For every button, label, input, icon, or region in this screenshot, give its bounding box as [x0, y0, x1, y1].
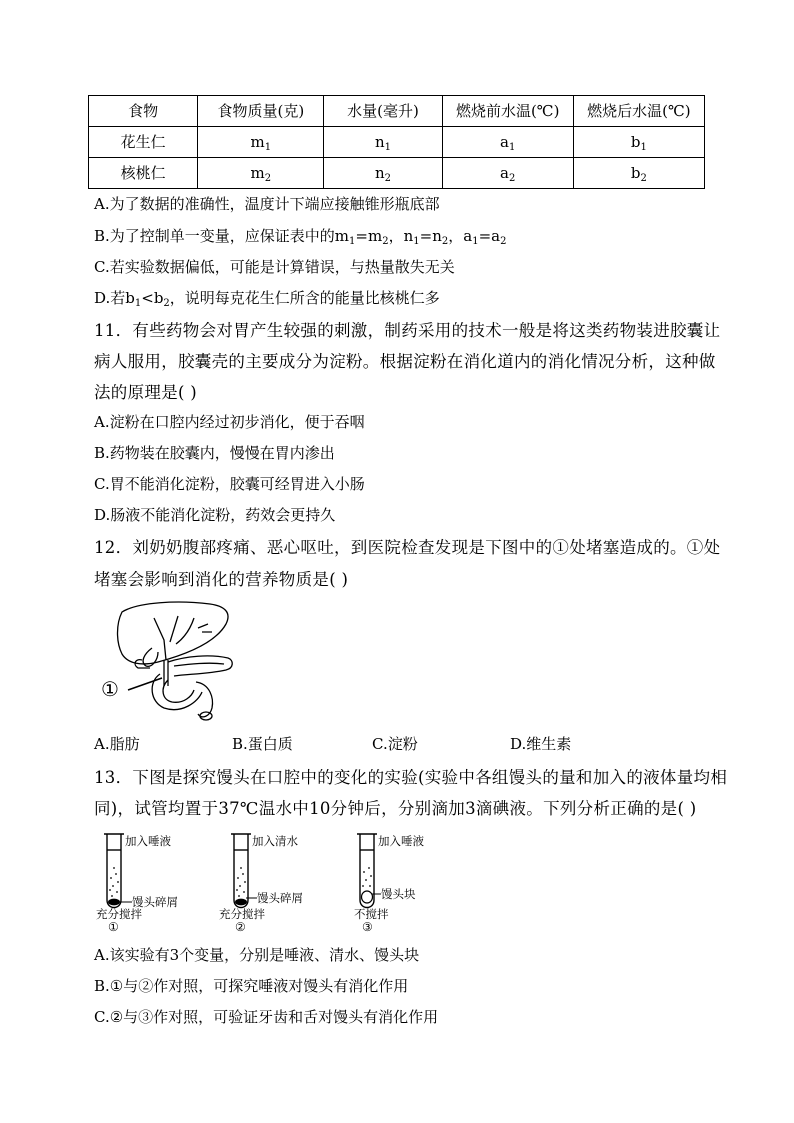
table-cell: $m_1$	[198, 127, 324, 158]
table-header: 食物	[89, 96, 198, 127]
q12-option-b: B.蛋白质	[232, 735, 293, 753]
table-cell: $a_1$	[442, 127, 573, 158]
table-cell: $b_1$	[573, 127, 704, 158]
q12-option-d: D.维生素	[510, 735, 572, 753]
tube-top-label: 加入唾液	[125, 834, 171, 848]
table-cell: $n_2$	[324, 158, 442, 189]
q13-option-c: C.②与③作对照，可验证牙齿和舌对馒头有消化作用	[94, 1008, 439, 1026]
q13-stem-line1: 13．下图是探究馒头在口腔中的变化的实验(实验中各组馒头的量和加入的液体量均相	[94, 768, 728, 787]
q13-option-a: A.该实验有3个变量，分别是唾液、清水、馒头块	[94, 946, 420, 964]
tube-number: ②	[235, 920, 246, 934]
table-row	[89, 158, 705, 189]
q12-option-a: A.脂肪	[94, 735, 140, 753]
tube-side-label: 馒头块	[381, 887, 416, 901]
table-header: 燃烧前水温(℃)	[442, 96, 573, 127]
q12-stem-line2: 堵塞会影响到消化的营养物质是( )	[94, 570, 349, 589]
q11-option-c: C.胃不能消化淀粉，胶囊可经胃进入小肠	[94, 475, 365, 493]
test-tube-2	[219, 834, 303, 934]
test-tube-figure	[94, 828, 434, 934]
table-header: 燃烧后水温(℃)	[573, 96, 704, 127]
table-cell: $m_2$	[198, 158, 324, 189]
tube-bottom-label: 充分搅拌	[96, 907, 142, 921]
table-row	[89, 127, 705, 158]
tube-side-label: 馒头碎屑	[132, 895, 178, 909]
figure-label: ①	[101, 677, 119, 701]
experiment-table	[88, 95, 705, 189]
tube-bottom-label: 不搅拌	[354, 907, 389, 921]
tube-top-label: 加入清水	[252, 834, 298, 848]
q11-stem-line1: 11．有些药物会对胃产生较强的刺激，制药采用的技术一般是将这类药物装进胶囊让	[94, 321, 721, 340]
tube-top-label: 加入唾液	[378, 834, 424, 848]
q13-stem-line2: 同)，试管均置于37℃温水中10分钟后，分别滴加3滴碘液。下列分析正确的是( )	[94, 799, 697, 818]
q10-option-b: B.为了控制单一变量，应保证表中的$m_1=m_2$，$n_1=n_2$，$a_1=a_2$	[94, 227, 507, 247]
table-cell: $b_2$	[573, 158, 704, 189]
table-header-row	[89, 96, 705, 127]
table-header: 食物质量(克)	[198, 96, 324, 127]
q12-option-c: C.淀粉	[372, 735, 418, 753]
test-tube-1	[96, 834, 178, 934]
q13-option-b: B.①与②作对照，可探究唾液对馒头有消化作用	[94, 977, 409, 995]
q11-option-b: B.药物装在胶囊内，慢慢在胃内渗出	[94, 444, 335, 462]
q10-option-d: D.若$b_1<b_2$，说明每克花生仁所含的能量比核桃仁多	[94, 289, 440, 309]
q11-option-d: D.肠液不能消化淀粉，药效会更持久	[94, 506, 336, 524]
tube-bottom-label: 充分搅拌	[219, 907, 265, 921]
table-cell: 花生仁	[89, 127, 198, 158]
tube-side-label: 馒头碎屑	[257, 891, 303, 905]
table-header: 水量(毫升)	[324, 96, 442, 127]
q11-option-a: A.淀粉在口腔内经过初步消化，便于吞咽	[94, 413, 365, 431]
table-cell: 核桃仁	[89, 158, 198, 189]
q11-stem-line2: 病人服用，胶囊壳的主要成分为淀粉。根据淀粉在消化道内的消化情况分析，这种做	[94, 352, 716, 371]
q10-option-a: A.为了数据的准确性，温度计下端应接触锥形瓶底部	[94, 195, 440, 213]
table-cell: $n_1$	[324, 127, 442, 158]
q10-option-c: C.若实验数据偏低，可能是计算错误，与热量散失无关	[94, 258, 455, 276]
q12-stem-line1: 12．刘奶奶腹部疼痛、恶心呕吐，到医院检查发现是下图中的①处堵塞造成的。①处	[94, 538, 721, 557]
q11-stem-line3: 法的原理是( )	[94, 383, 198, 402]
digestive-organ-figure	[98, 598, 238, 724]
test-tube-3	[354, 834, 424, 934]
table-cell: $a_2$	[442, 158, 573, 189]
tube-number: ③	[362, 920, 373, 934]
tube-number: ①	[108, 920, 119, 934]
